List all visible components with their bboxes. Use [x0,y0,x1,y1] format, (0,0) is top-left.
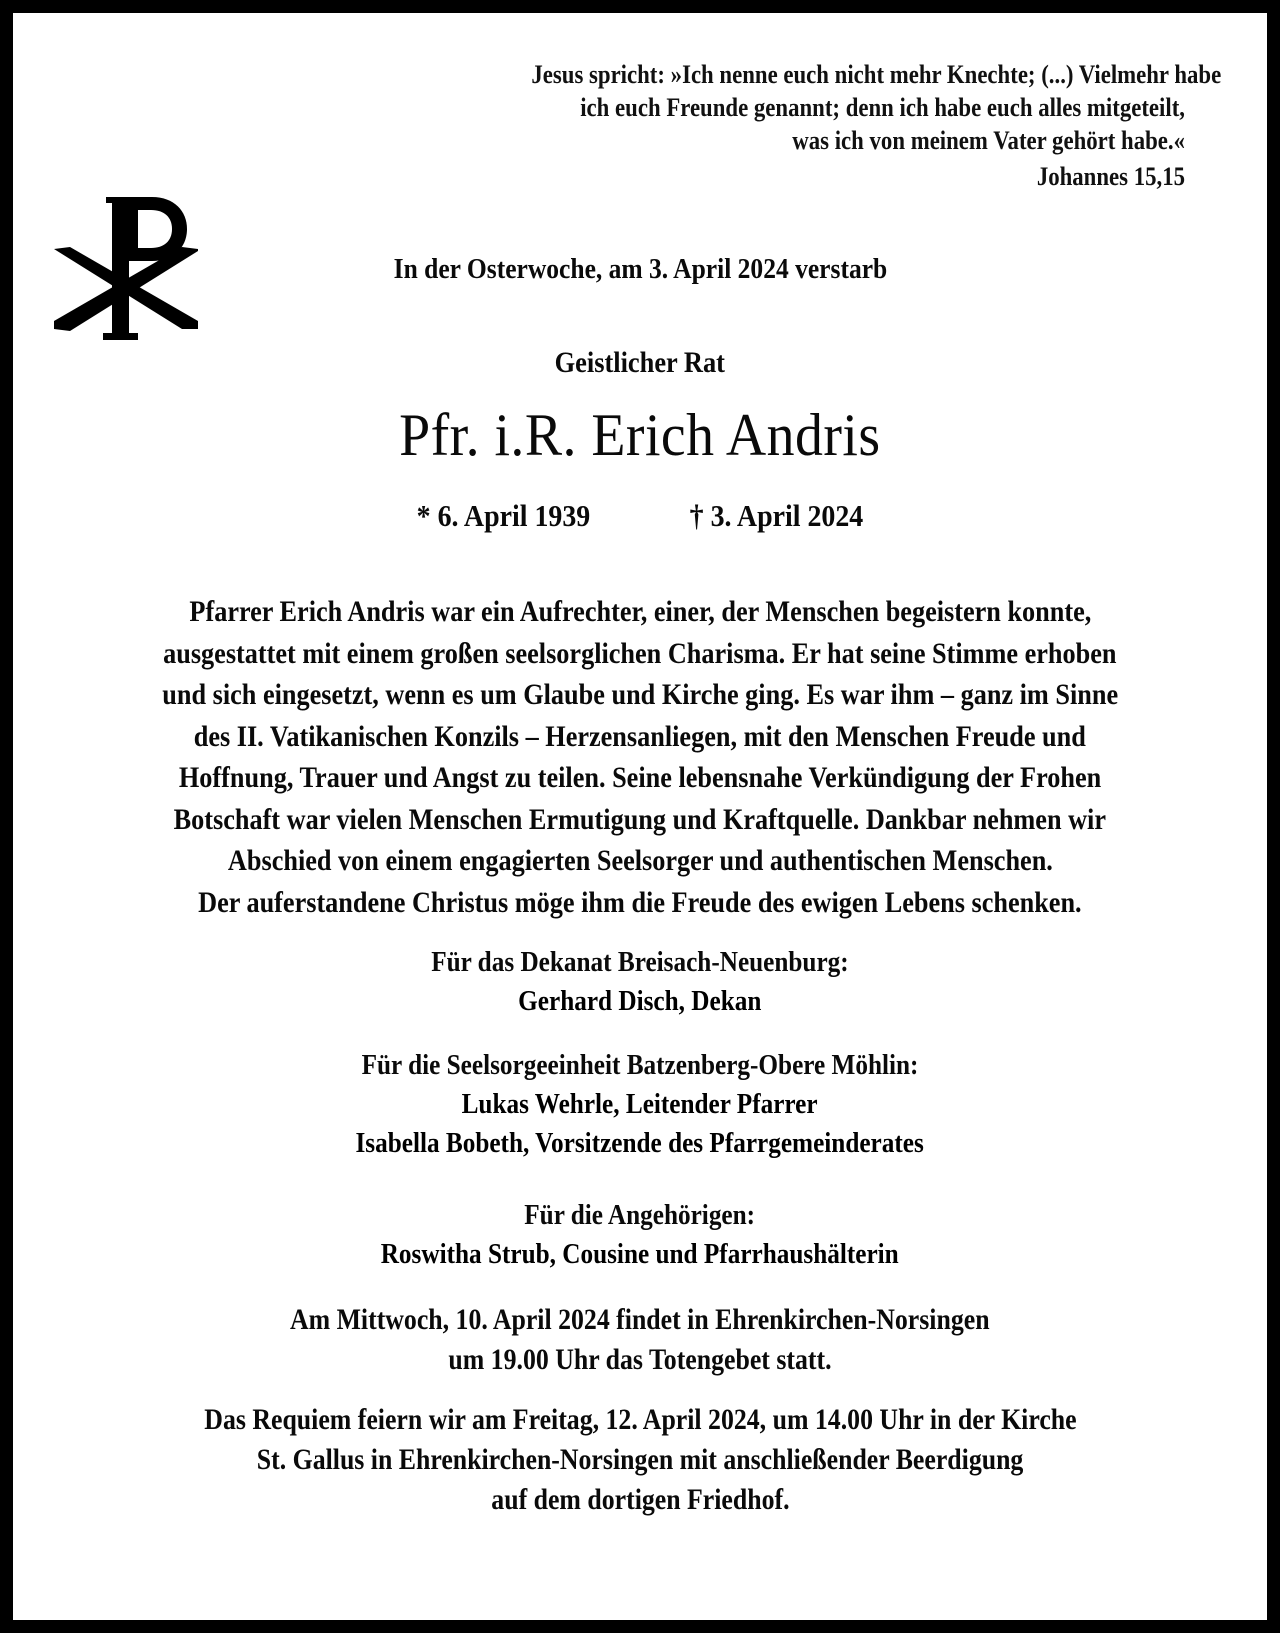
eulogy-line-text: Der auferstandene Christus möge ihm die Freude des ewigen Lebens schenken. [198,885,1082,919]
totengebet-line [53,1340,1227,1380]
signatory-heading-text: Für das Dekanat Breisach-Neuenburg: [431,946,849,978]
eulogy-line [63,633,1217,675]
signatory-group-dekanat [13,943,1267,1021]
birth-date: * 6. April 1939 [416,498,591,533]
signatory-name [13,1085,1267,1124]
signatory-name-text: Gerhard Disch, Dekan [518,985,762,1017]
eulogy-line-text: Abschied von einem engagierten Seelsorger und authentischen Menschen. [227,844,1053,877]
eulogy-line-text: Pfarrer Erich Andris war ein Aufrechter, einer, der Menschen begeistern konnte, [189,595,1091,628]
eulogy-line [63,757,1217,799]
signatory-heading-text: Für die Angehörigen: [524,1199,756,1231]
signatory-heading-text: Für die Seelsorgeeinheit Batzenberg-Obere Möhlin: [361,1049,919,1081]
totengebet-line-text: um 19.00 Uhr das Totengebet statt. [448,1344,832,1376]
signatory-name-text: Isabella Bobeth, Vorsitzende des Pfarrgemeinderates [355,1127,925,1159]
signatory-name-text: Roswitha Strub, Cousine und Pfarrhaushälterin [380,1238,900,1270]
requiem-line-text: Das Requiem feiern wir am Freitag, 12. April 2024, um 14.00 Uhr in der Kirche [203,1404,1077,1436]
life-dates [13,495,1267,537]
requiem-line [53,1400,1227,1440]
eulogy-line [63,799,1217,841]
eulogy-line [63,882,1217,924]
signatory-name-text: Lukas Wehrle, Leitender Pfarrer [462,1088,818,1120]
scripture-line: ich euch Freunde genannt; denn ich habe euch alles mitgeteilt, [580,92,1185,122]
eulogy-line-text: und sich eingesetzt, wenn es um Glaube und Kirche ging. Es war ihm – ganz im Sinne [162,678,1118,711]
requiem-info [53,1400,1227,1520]
totengebet-line-text: Am Mittwoch, 10. April 2024 findet in Ehrenkirchen-Norsingen [290,1304,990,1336]
signatory-heading [13,943,1267,982]
signatory-group-angehoerige [13,1196,1267,1274]
clerical-rank-text: Geistlicher Rat [554,346,726,379]
totengebet-info [53,1300,1227,1380]
eulogy-paragraph [63,591,1217,923]
death-announcement-intro-text: In der Osterwoche, am 3. April 2024 verstarb [393,253,887,285]
requiem-line [53,1440,1227,1480]
eulogy-line [63,591,1217,633]
eulogy-line [63,674,1217,716]
scripture-line: was ich von meinem Vater gehört habe.« [792,125,1185,155]
requiem-line-text: St. Gallus in Ehrenkirchen-Norsingen mit anschließender Beerdigung [256,1444,1024,1476]
signatory-heading [13,1196,1267,1235]
signatory-name [13,982,1267,1021]
eulogy-line-text: Hoffnung, Trauer und Angst zu teilen. Seine lebensnahe Verkündigung der Frohen [178,761,1102,794]
scripture-line: Jesus spricht: »Ich nenne euch nicht mehr Knechte; (...) Vielmehr habe [531,59,1222,89]
eulogy-line-text: Botschaft war vielen Menschen Ermutigung und Kraftquelle. Dankbar nehmen wir [173,802,1107,836]
signatory-name [13,1124,1267,1163]
obituary-card [13,13,1267,1620]
signatory-group-seelsorgeeinheit [13,1046,1267,1163]
deceased-name [13,399,1267,471]
scripture-reference: Johannes 15,15 [1036,161,1185,191]
scripture-quote [425,58,1222,193]
eulogy-line [63,716,1217,758]
signatory-heading [13,1046,1267,1085]
eulogy-line-text: des II. Vatikanischen Konzils – Herzensanliegen, mit den Menschen Freude und [193,719,1087,753]
death-date: † 3. April 2024 [689,498,864,533]
deceased-name-text: Pfr. i.R. Erich Andris [399,402,881,468]
requiem-line-text: auf dem dortigen Friedhof. [490,1484,790,1516]
totengebet-line [53,1300,1227,1340]
clerical-rank [13,343,1267,383]
eulogy-line-text: ausgestattet mit einem großen seelsorglichen Charisma. Er hat seine Stimme erhoben [163,636,1117,670]
signatory-name [13,1235,1267,1274]
requiem-line [53,1480,1227,1520]
death-announcement-intro [13,250,1267,288]
eulogy-line [63,840,1217,882]
